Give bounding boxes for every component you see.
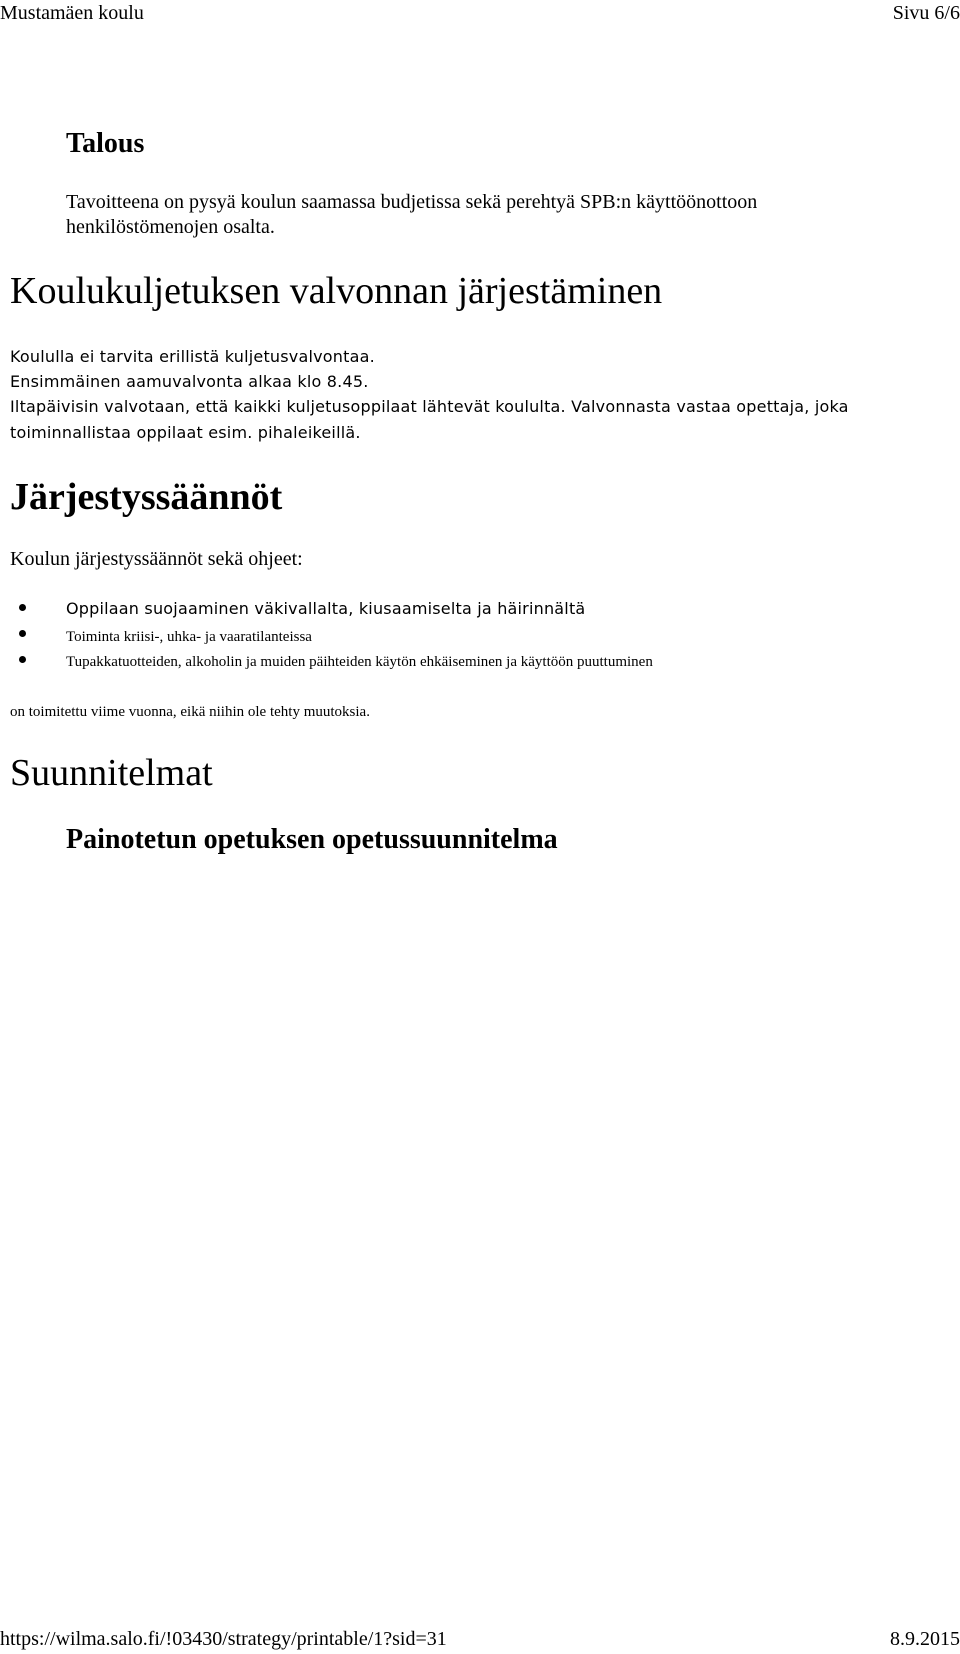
list-item: Tupakkatuotteiden, alkoholin ja muiden päihteiden käytön ehkäiseminen ja käyttöön puuttuminen <box>66 654 653 670</box>
list-item: Oppilaan suojaaminen väkivallalta, kiusaamiselta ja häirinnältä <box>66 599 586 618</box>
talous-text-line-2: henkilöstömenojen osalta. <box>66 216 275 238</box>
section-heading-talous: Talous <box>66 128 145 159</box>
page-url: https://wilma.salo.fi/!03430/strategy/printable/1?sid=31 <box>0 1628 447 1650</box>
jarjestys-outro: on toimitettu viime vuonna, eikä niihin ole tehty muutoksia. <box>10 704 370 720</box>
section-heading-jarjestyssaannot: Järjestyssäännöt <box>10 476 283 518</box>
section-heading-koulukuljetus: Koulukuljetuksen valvonnan järjestäminen <box>10 270 663 312</box>
subheading-painotettu-opetus: Painotetun opetuksen opetussuunnitelma <box>66 824 558 855</box>
koulukuljetus-text-line-4: toiminnallistaa oppilaat esim. pihaleikeillä. <box>10 423 361 442</box>
bullet-icon <box>19 604 26 611</box>
koulukuljetus-text-line-1: Koululla ei tarvita erillistä kuljetusvalvontaa. <box>10 347 375 366</box>
koulukuljetus-text-line-3: Iltapäivisin valvotaan, että kaikki kuljetusoppilaat lähtevät koululta. Valvonnasta vastaa opettaja, joka <box>10 397 849 416</box>
koulukuljetus-text-line-2: Ensimmäinen aamuvalvonta alkaa klo 8.45. <box>10 372 369 391</box>
jarjestys-intro: Koulun järjestyssäännöt sekä ohjeet: <box>10 548 303 570</box>
list-item: Toiminta kriisi-, uhka- ja vaaratilanteissa <box>66 629 312 645</box>
talous-text-line-1: Tavoitteena on pysyä koulun saamassa budjetissa sekä perehtyä SPB:n käyttöönottoon <box>66 191 758 213</box>
page-header-title: Mustamäen koulu <box>0 2 144 24</box>
bullet-icon <box>19 630 26 637</box>
page-number: Sivu 6/6 <box>892 2 960 24</box>
bullet-icon <box>19 656 26 663</box>
print-date: 8.9.2015 <box>890 1628 960 1650</box>
section-heading-suunnitelmat: Suunnitelmat <box>10 752 213 794</box>
